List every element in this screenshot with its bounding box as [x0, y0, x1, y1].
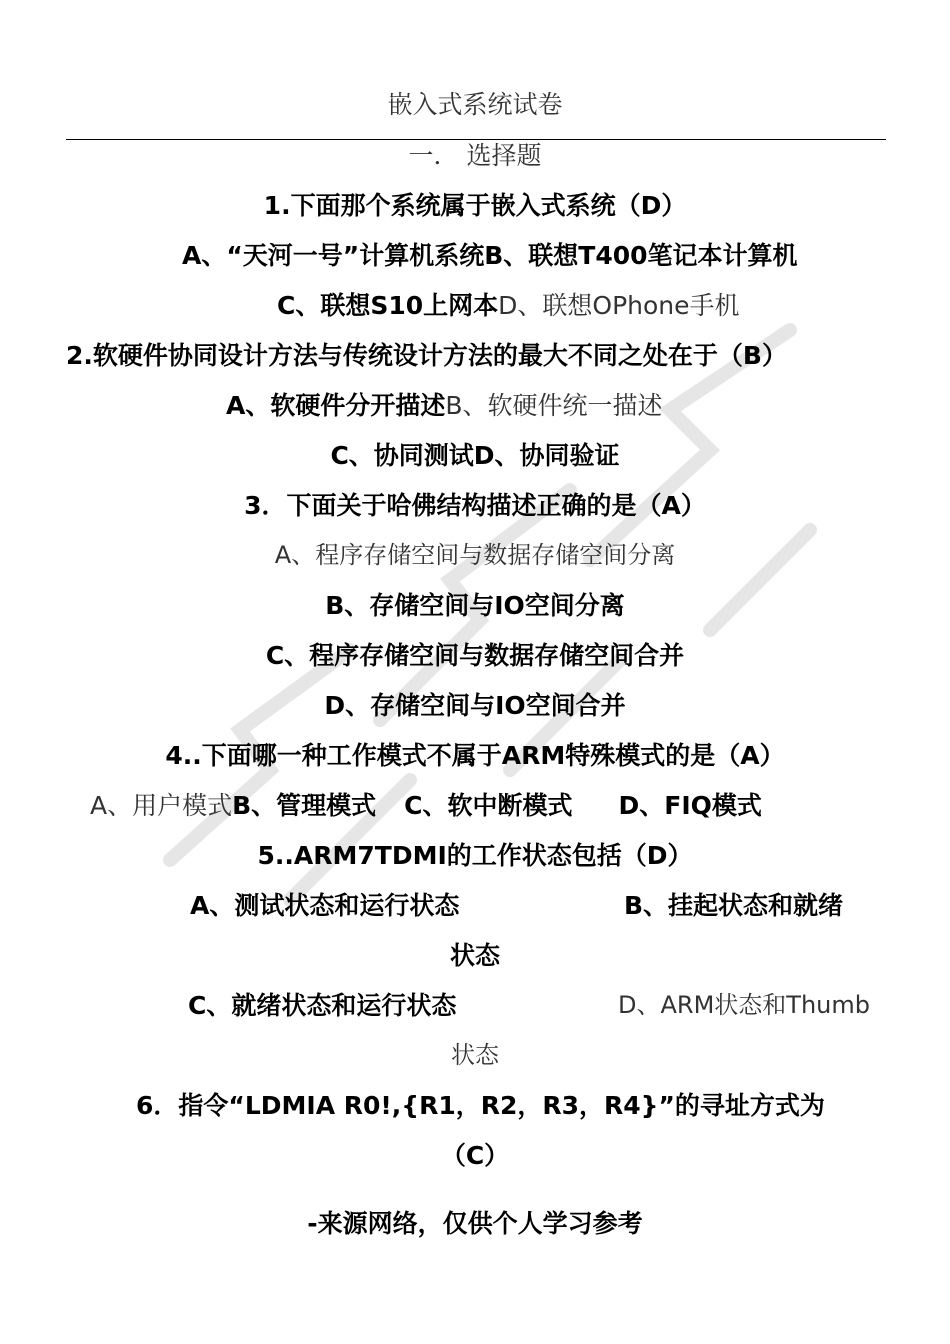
question-1-options-ab	[182, 243, 798, 268]
question-2-option-a: A、软硬件分开描述	[226, 391, 446, 420]
question-5-option-b-continued: 状态	[449, 941, 500, 970]
question-5-option-d: D、ARM状态和Thumb	[618, 991, 870, 1019]
question-2-stem: 2.软硬件协同设计方法与传统设计方法的最大不同之处在于（B）	[66, 341, 787, 370]
question-5-option-d-continued: 状态	[451, 1041, 499, 1069]
question-5-option-b: B、挂起状态和就绪	[624, 891, 844, 920]
question-6-stem: 6．指令“LDMIA R0!,{R1，R2，R3，R4}”的寻址方式为	[136, 1091, 825, 1120]
question-5-option-a: A、测试状态和运行状态	[190, 891, 460, 920]
question-4-stem: 4..下面哪一种工作模式不属于ARM特殊模式的是（A）	[165, 741, 785, 770]
section-heading: 一． 选择题	[408, 141, 542, 170]
footer-note: -来源网络，仅供个人学习参考	[307, 1209, 643, 1238]
question-6-answer: （C）	[440, 1141, 510, 1170]
question-4-option-c: C、软中断模式	[404, 791, 573, 820]
question-4-options	[90, 793, 762, 818]
question-3-option-c: C、程序存储空间与数据存储空间合并	[265, 641, 685, 670]
question-4-option-d: D、FIQ模式	[618, 791, 762, 820]
question-2-options-cd: C、协同测试D、协同验证	[330, 441, 620, 470]
question-1-stem: 1.下面那个系统属于嵌入式系统（D）	[263, 191, 687, 220]
question-1-option-b: B、联想T400笔记本计算机	[484, 241, 798, 270]
document-title: 嵌入式系统试卷	[387, 90, 563, 119]
question-1-option-d: D、联想OPhone手机	[498, 291, 740, 320]
question-5-option-c: C、就绪状态和运行状态	[188, 991, 457, 1020]
title-divider	[66, 139, 886, 140]
question-5-stem: 5..ARM7TDMI的工作状态包括（D）	[257, 841, 693, 870]
question-4-option-a: A、用户模式	[90, 791, 233, 820]
question-1-options-cd	[277, 293, 740, 318]
question-3-option-b: B、存储空间与IO空间分离	[325, 591, 625, 620]
question-4-option-b: B、管理模式	[232, 791, 377, 820]
question-3-option-d: D、存储空间与IO空间合并	[324, 691, 626, 720]
question-2-option-b: B、软硬件统一描述	[445, 391, 663, 420]
question-3-option-a: A、程序存储空间与数据存储空间分离	[274, 541, 676, 569]
question-2-options-ab	[226, 393, 663, 418]
question-1-option-c: C、联想S10上网本	[277, 291, 499, 320]
question-1-option-a: A、“天河一号”计算机系统	[182, 241, 485, 270]
question-3-stem: 3．下面关于哈佛结构描述正确的是（A）	[244, 491, 706, 520]
